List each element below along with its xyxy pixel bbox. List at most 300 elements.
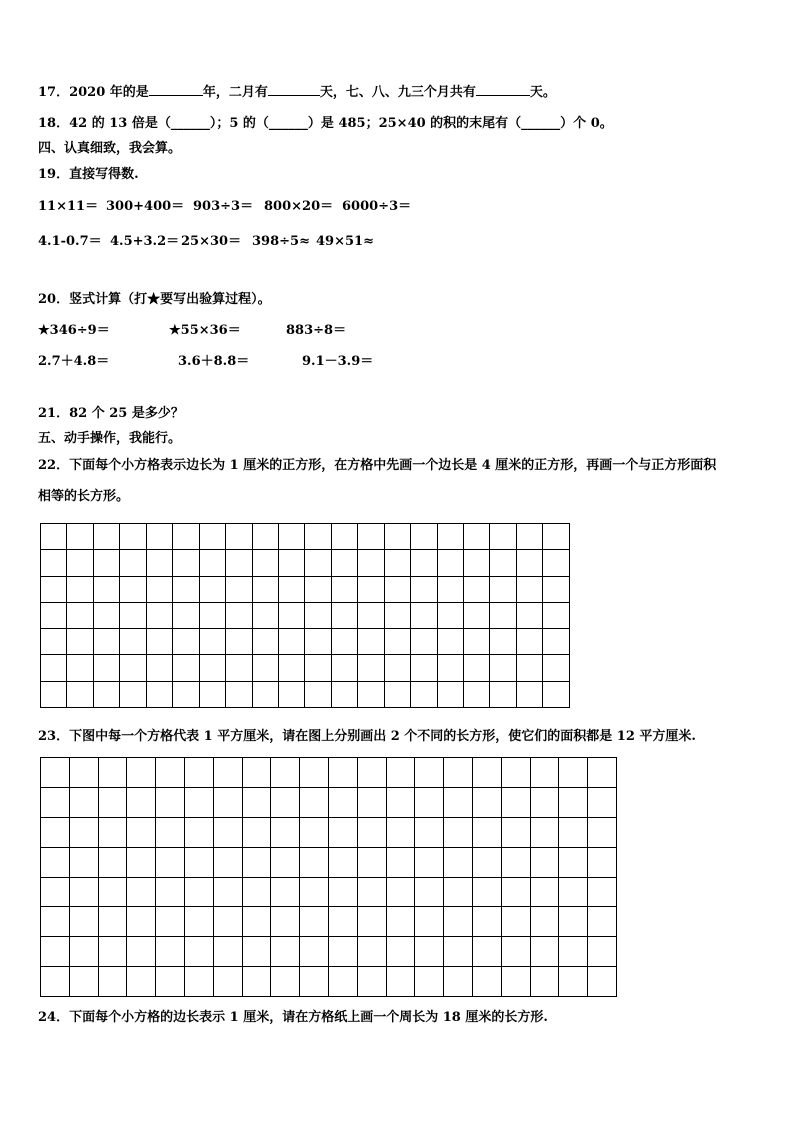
grid-cell[interactable] <box>199 629 225 655</box>
grid-cell[interactable] <box>213 937 242 967</box>
grid-cell[interactable] <box>213 907 242 937</box>
grid-cell[interactable] <box>331 629 357 655</box>
grid-cell[interactable] <box>559 758 588 788</box>
grid-cell[interactable] <box>588 967 617 997</box>
grid-cell[interactable] <box>559 787 588 817</box>
grid-cell[interactable] <box>242 758 271 788</box>
grid-cell[interactable] <box>386 967 415 997</box>
grid-cell[interactable] <box>69 787 98 817</box>
grid-cell[interactable] <box>588 758 617 788</box>
grid-cell[interactable] <box>93 524 119 550</box>
grid-cell[interactable] <box>437 629 463 655</box>
grid-cell[interactable] <box>384 681 410 707</box>
grid-cell[interactable] <box>444 907 473 937</box>
grid-cell[interactable] <box>358 602 384 628</box>
grid-cell[interactable] <box>490 524 516 550</box>
grid-cell[interactable] <box>357 877 386 907</box>
grid-cell[interactable] <box>384 576 410 602</box>
grid-cell[interactable] <box>464 655 490 681</box>
grid-cell[interactable] <box>530 907 559 937</box>
grid-cell[interactable] <box>184 937 213 967</box>
grid-cell[interactable] <box>543 629 570 655</box>
grid-cell[interactable] <box>516 602 542 628</box>
grid-cell[interactable] <box>464 576 490 602</box>
grid-cell[interactable] <box>69 817 98 847</box>
grid-cell[interactable] <box>127 907 156 937</box>
grid-cell[interactable] <box>271 967 300 997</box>
grid-cell[interactable] <box>530 877 559 907</box>
grid-cell[interactable] <box>516 629 542 655</box>
grid-cell[interactable] <box>415 787 444 817</box>
grid-cell[interactable] <box>415 907 444 937</box>
grid-cell[interactable] <box>93 550 119 576</box>
grid-cell[interactable] <box>120 629 146 655</box>
grid-cell[interactable] <box>472 907 501 937</box>
grid-cell[interactable] <box>516 550 542 576</box>
grid-cell[interactable] <box>588 787 617 817</box>
grid-cell[interactable] <box>41 655 67 681</box>
grid-cell[interactable] <box>490 602 516 628</box>
grid-cell[interactable] <box>437 655 463 681</box>
grid-cell[interactable] <box>357 787 386 817</box>
grid-cell[interactable] <box>543 681 570 707</box>
grid-cell[interactable] <box>41 602 67 628</box>
grid-cell[interactable] <box>41 907 70 937</box>
grid-cell[interactable] <box>252 550 278 576</box>
grid-cell[interactable] <box>67 655 93 681</box>
grid-cell[interactable] <box>127 787 156 817</box>
grid-cell[interactable] <box>93 629 119 655</box>
grid-cell[interactable] <box>213 847 242 877</box>
grid-cell[interactable] <box>384 655 410 681</box>
grid-cell[interactable] <box>386 877 415 907</box>
grid-cell[interactable] <box>437 576 463 602</box>
grid-cell[interactable] <box>127 817 156 847</box>
grid-cell[interactable] <box>226 602 252 628</box>
grid-cell[interactable] <box>543 550 570 576</box>
grid-cell[interactable] <box>411 524 437 550</box>
grid-cell[interactable] <box>67 576 93 602</box>
grid-cell[interactable] <box>41 817 70 847</box>
grid-cell[interactable] <box>69 907 98 937</box>
grid-cell[interactable] <box>120 524 146 550</box>
grid-cell[interactable] <box>199 602 225 628</box>
grid-cell[interactable] <box>41 967 70 997</box>
grid-cell[interactable] <box>226 629 252 655</box>
grid-cell[interactable] <box>415 937 444 967</box>
grid-cell[interactable] <box>358 576 384 602</box>
grid-cell[interactable] <box>437 524 463 550</box>
grid-cell[interactable] <box>358 655 384 681</box>
grid-cell[interactable] <box>331 602 357 628</box>
grid-cell[interactable] <box>67 681 93 707</box>
grid-cell[interactable] <box>559 847 588 877</box>
grid-cell[interactable] <box>300 817 329 847</box>
grid-cell[interactable] <box>67 602 93 628</box>
grid-cell[interactable] <box>464 629 490 655</box>
grid-cell[interactable] <box>411 602 437 628</box>
grid-cell[interactable] <box>411 629 437 655</box>
grid-cell[interactable] <box>444 937 473 967</box>
grid-cell[interactable] <box>173 602 199 628</box>
grid-cell[interactable] <box>41 937 70 967</box>
grid-cell[interactable] <box>559 967 588 997</box>
grid-cell[interactable] <box>173 550 199 576</box>
grid-cell[interactable] <box>41 681 67 707</box>
grid-cell[interactable] <box>184 758 213 788</box>
grid-cell[interactable] <box>98 787 127 817</box>
grid-cell[interactable] <box>98 967 127 997</box>
grid-cell[interactable] <box>41 847 70 877</box>
grid-cell[interactable] <box>184 907 213 937</box>
grid-cell[interactable] <box>156 907 185 937</box>
grid-cell[interactable] <box>226 655 252 681</box>
grid-cell[interactable] <box>67 629 93 655</box>
grid-cell[interactable] <box>386 937 415 967</box>
grid-cell[interactable] <box>300 758 329 788</box>
grid-cell[interactable] <box>184 967 213 997</box>
grid-cell[interactable] <box>386 817 415 847</box>
grid-cell[interactable] <box>501 937 530 967</box>
q17-blank-1[interactable] <box>149 83 203 96</box>
grid-cell[interactable] <box>530 847 559 877</box>
grid-cell[interactable] <box>543 524 570 550</box>
grid-cell[interactable] <box>543 576 570 602</box>
grid-cell[interactable] <box>490 576 516 602</box>
grid-cell[interactable] <box>300 937 329 967</box>
grid-cell[interactable] <box>386 787 415 817</box>
grid-cell[interactable] <box>444 787 473 817</box>
grid-cell[interactable] <box>411 681 437 707</box>
grid-cell[interactable] <box>213 758 242 788</box>
grid-cell[interactable] <box>213 877 242 907</box>
grid-cell[interactable] <box>173 524 199 550</box>
grid-cell[interactable] <box>252 524 278 550</box>
grid-cell[interactable] <box>516 655 542 681</box>
grid-cell[interactable] <box>415 758 444 788</box>
grid-cell[interactable] <box>127 758 156 788</box>
grid-cell[interactable] <box>120 576 146 602</box>
grid-cell[interactable] <box>472 967 501 997</box>
grid-cell[interactable] <box>226 681 252 707</box>
grid-cell[interactable] <box>559 817 588 847</box>
grid-cell[interactable] <box>415 847 444 877</box>
grid-cell[interactable] <box>411 655 437 681</box>
grid-cell[interactable] <box>386 847 415 877</box>
grid-cell[interactable] <box>278 524 304 550</box>
grid-cell[interactable] <box>305 576 331 602</box>
grid-cell[interactable] <box>328 937 357 967</box>
grid-cell[interactable] <box>242 967 271 997</box>
grid-cell[interactable] <box>226 550 252 576</box>
grid-cell[interactable] <box>328 877 357 907</box>
grid-cell[interactable] <box>331 655 357 681</box>
grid-cell[interactable] <box>559 877 588 907</box>
grid-cell[interactable] <box>437 602 463 628</box>
grid-cell[interactable] <box>530 967 559 997</box>
grid-cell[interactable] <box>184 787 213 817</box>
grid-cell[interactable] <box>444 847 473 877</box>
grid-cell[interactable] <box>120 655 146 681</box>
q17-blank-2[interactable] <box>268 83 320 96</box>
grid-cell[interactable] <box>69 937 98 967</box>
grid-cell[interactable] <box>41 524 67 550</box>
grid-cell[interactable] <box>146 602 172 628</box>
grid-cell[interactable] <box>543 655 570 681</box>
grid-cell[interactable] <box>271 758 300 788</box>
grid-cell[interactable] <box>271 787 300 817</box>
grid-cell[interactable] <box>464 602 490 628</box>
grid-cell[interactable] <box>93 576 119 602</box>
grid-cell[interactable] <box>98 877 127 907</box>
grid-cell[interactable] <box>98 907 127 937</box>
grid-cell[interactable] <box>386 758 415 788</box>
grid-cell[interactable] <box>242 937 271 967</box>
grid-cell[interactable] <box>588 877 617 907</box>
grid-cell[interactable] <box>98 758 127 788</box>
grid-cell[interactable] <box>516 524 542 550</box>
q23-grid[interactable] <box>40 757 617 997</box>
grid-cell[interactable] <box>516 576 542 602</box>
grid-cell[interactable] <box>530 817 559 847</box>
grid-cell[interactable] <box>530 787 559 817</box>
grid-cell[interactable] <box>41 576 67 602</box>
grid-cell[interactable] <box>300 907 329 937</box>
grid-cell[interactable] <box>69 847 98 877</box>
grid-cell[interactable] <box>501 907 530 937</box>
grid-cell[interactable] <box>490 655 516 681</box>
grid-cell[interactable] <box>472 847 501 877</box>
grid-cell[interactable] <box>146 629 172 655</box>
grid-cell[interactable] <box>300 877 329 907</box>
grid-cell[interactable] <box>184 847 213 877</box>
grid-cell[interactable] <box>156 847 185 877</box>
grid-cell[interactable] <box>384 629 410 655</box>
grid-cell[interactable] <box>41 629 67 655</box>
grid-cell[interactable] <box>358 550 384 576</box>
grid-cell[interactable] <box>156 758 185 788</box>
grid-cell[interactable] <box>69 758 98 788</box>
grid-cell[interactable] <box>588 907 617 937</box>
grid-cell[interactable] <box>472 787 501 817</box>
grid-cell[interactable] <box>464 681 490 707</box>
grid-cell[interactable] <box>411 576 437 602</box>
grid-cell[interactable] <box>127 877 156 907</box>
grid-cell[interactable] <box>242 907 271 937</box>
grid-cell[interactable] <box>415 877 444 907</box>
grid-cell[interactable] <box>305 655 331 681</box>
grid-cell[interactable] <box>278 550 304 576</box>
grid-cell[interactable] <box>173 576 199 602</box>
grid-cell[interactable] <box>146 655 172 681</box>
grid-cell[interactable] <box>252 655 278 681</box>
grid-cell[interactable] <box>490 681 516 707</box>
grid-cell[interactable] <box>305 602 331 628</box>
grid-cell[interactable] <box>472 937 501 967</box>
grid-cell[interactable] <box>358 681 384 707</box>
grid-cell[interactable] <box>415 817 444 847</box>
grid-cell[interactable] <box>271 817 300 847</box>
grid-cell[interactable] <box>199 576 225 602</box>
grid-cell[interactable] <box>156 967 185 997</box>
grid-cell[interactable] <box>98 847 127 877</box>
grid-cell[interactable] <box>331 576 357 602</box>
grid-cell[interactable] <box>559 937 588 967</box>
grid-cell[interactable] <box>300 787 329 817</box>
grid-cell[interactable] <box>386 907 415 937</box>
grid-cell[interactable] <box>300 847 329 877</box>
q17-blank-3[interactable] <box>476 83 530 96</box>
grid-cell[interactable] <box>173 629 199 655</box>
grid-cell[interactable] <box>444 967 473 997</box>
grid-cell[interactable] <box>242 787 271 817</box>
grid-cell[interactable] <box>559 907 588 937</box>
grid-cell[interactable] <box>120 550 146 576</box>
grid-cell[interactable] <box>252 602 278 628</box>
grid-cell[interactable] <box>156 787 185 817</box>
grid-cell[interactable] <box>530 758 559 788</box>
grid-cell[interactable] <box>384 550 410 576</box>
grid-cell[interactable] <box>358 524 384 550</box>
grid-cell[interactable] <box>199 681 225 707</box>
grid-cell[interactable] <box>278 629 304 655</box>
grid-cell[interactable] <box>41 550 67 576</box>
grid-cell[interactable] <box>98 937 127 967</box>
grid-cell[interactable] <box>464 524 490 550</box>
grid-cell[interactable] <box>127 937 156 967</box>
grid-cell[interactable] <box>490 550 516 576</box>
grid-cell[interactable] <box>271 847 300 877</box>
grid-cell[interactable] <box>252 681 278 707</box>
grid-cell[interactable] <box>331 524 357 550</box>
grid-cell[interactable] <box>328 787 357 817</box>
grid-cell[interactable] <box>93 681 119 707</box>
grid-cell[interactable] <box>331 550 357 576</box>
grid-cell[interactable] <box>41 787 70 817</box>
grid-cell[interactable] <box>300 967 329 997</box>
grid-cell[interactable] <box>472 877 501 907</box>
grid-cell[interactable] <box>226 524 252 550</box>
grid-cell[interactable] <box>67 550 93 576</box>
grid-cell[interactable] <box>501 787 530 817</box>
grid-cell[interactable] <box>278 602 304 628</box>
grid-cell[interactable] <box>384 524 410 550</box>
grid-cell[interactable] <box>67 524 93 550</box>
grid-cell[interactable] <box>444 877 473 907</box>
grid-cell[interactable] <box>305 550 331 576</box>
grid-cell[interactable] <box>199 655 225 681</box>
grid-cell[interactable] <box>271 907 300 937</box>
grid-cell[interactable] <box>490 629 516 655</box>
grid-cell[interactable] <box>588 937 617 967</box>
grid-cell[interactable] <box>305 524 331 550</box>
grid-cell[interactable] <box>213 787 242 817</box>
q22-grid[interactable] <box>40 523 570 708</box>
grid-cell[interactable] <box>146 550 172 576</box>
grid-cell[interactable] <box>357 847 386 877</box>
grid-cell[interactable] <box>472 758 501 788</box>
grid-cell[interactable] <box>357 937 386 967</box>
grid-cell[interactable] <box>242 817 271 847</box>
grid-cell[interactable] <box>69 877 98 907</box>
grid-cell[interactable] <box>120 681 146 707</box>
grid-cell[interactable] <box>252 629 278 655</box>
grid-cell[interactable] <box>41 758 70 788</box>
grid-cell[interactable] <box>501 817 530 847</box>
grid-cell[interactable] <box>357 817 386 847</box>
grid-cell[interactable] <box>543 602 570 628</box>
grid-cell[interactable] <box>242 877 271 907</box>
grid-cell[interactable] <box>93 602 119 628</box>
grid-cell[interactable] <box>156 937 185 967</box>
grid-cell[interactable] <box>305 629 331 655</box>
grid-cell[interactable] <box>213 967 242 997</box>
grid-cell[interactable] <box>501 877 530 907</box>
grid-cell[interactable] <box>357 758 386 788</box>
grid-cell[interactable] <box>93 655 119 681</box>
grid-cell[interactable] <box>501 847 530 877</box>
grid-cell[interactable] <box>252 576 278 602</box>
grid-cell[interactable] <box>472 817 501 847</box>
grid-cell[interactable] <box>98 817 127 847</box>
grid-cell[interactable] <box>328 847 357 877</box>
grid-cell[interactable] <box>184 877 213 907</box>
grid-cell[interactable] <box>199 550 225 576</box>
grid-cell[interactable] <box>120 602 146 628</box>
grid-cell[interactable] <box>331 681 357 707</box>
grid-cell[interactable] <box>501 967 530 997</box>
grid-cell[interactable] <box>278 576 304 602</box>
grid-cell[interactable] <box>415 967 444 997</box>
grid-cell[interactable] <box>146 681 172 707</box>
grid-cell[interactable] <box>444 758 473 788</box>
grid-cell[interactable] <box>146 524 172 550</box>
grid-cell[interactable] <box>278 681 304 707</box>
grid-cell[interactable] <box>305 681 331 707</box>
grid-cell[interactable] <box>328 907 357 937</box>
grid-cell[interactable] <box>437 681 463 707</box>
grid-cell[interactable] <box>173 655 199 681</box>
grid-cell[interactable] <box>271 877 300 907</box>
grid-cell[interactable] <box>41 877 70 907</box>
grid-cell[interactable] <box>357 907 386 937</box>
grid-cell[interactable] <box>501 758 530 788</box>
grid-cell[interactable] <box>411 550 437 576</box>
grid-cell[interactable] <box>213 817 242 847</box>
grid-cell[interactable] <box>69 967 98 997</box>
grid-cell[interactable] <box>516 681 542 707</box>
grid-cell[interactable] <box>127 967 156 997</box>
grid-cell[interactable] <box>278 655 304 681</box>
grid-cell[interactable] <box>588 817 617 847</box>
grid-cell[interactable] <box>437 550 463 576</box>
grid-cell[interactable] <box>146 576 172 602</box>
grid-cell[interactable] <box>530 937 559 967</box>
grid-cell[interactable] <box>156 877 185 907</box>
grid-cell[interactable] <box>384 602 410 628</box>
grid-cell[interactable] <box>173 681 199 707</box>
grid-cell[interactable] <box>199 524 225 550</box>
grid-cell[interactable] <box>328 817 357 847</box>
grid-cell[interactable] <box>328 758 357 788</box>
grid-cell[interactable] <box>588 847 617 877</box>
grid-cell[interactable] <box>358 629 384 655</box>
grid-cell[interactable] <box>127 847 156 877</box>
grid-cell[interactable] <box>242 847 271 877</box>
grid-cell[interactable] <box>226 576 252 602</box>
grid-cell[interactable] <box>328 967 357 997</box>
grid-cell[interactable] <box>444 817 473 847</box>
